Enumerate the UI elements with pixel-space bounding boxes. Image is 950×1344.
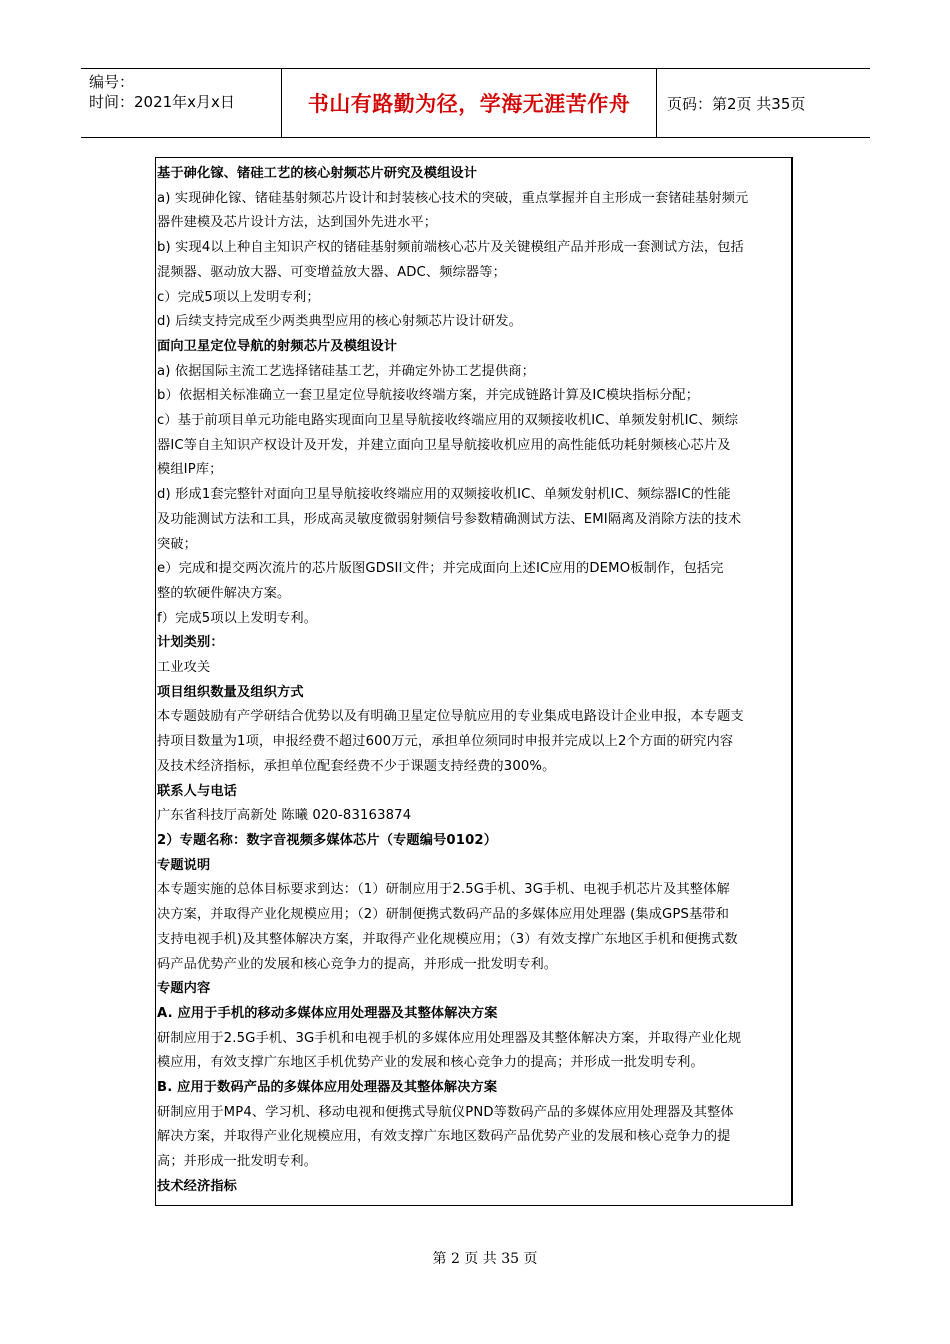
document-date: 时间：2021年x月x日 bbox=[89, 93, 235, 111]
section-heading: 2）专题名称：数字音视频多媒体芯片（专题编号0102） bbox=[157, 832, 498, 848]
body-text-line: 解决方案，并取得产业化规模应用，有效支撑广东地区数码产品优势产业的发展和核心竞争力的提 bbox=[157, 1129, 731, 1145]
section-heading: 专题内容 bbox=[157, 981, 211, 997]
page-header bbox=[81, 68, 870, 138]
section-heading: 基于砷化镓、锗硅工艺的核心射频芯片研究及模组设计 bbox=[157, 166, 478, 181]
body-text-line: 整的软硬件解决方案。 bbox=[157, 585, 291, 601]
body-text-line: 持项目数量为1项，申报经费不超过600万元，承担单位须同时申报并完成以上2个方面的研究内容 bbox=[157, 734, 734, 750]
body-text-line: a) 依据国际主流工艺选择锗硅基工艺，并确定外协工艺提供商； bbox=[157, 363, 535, 379]
body-text-line: 高；并形成一批发明专利。 bbox=[157, 1154, 318, 1170]
body-text-line: 支持电视手机)及其整体解决方案，并取得产业化规模应用；（3）有效支撑广东地区手机和便携式数 bbox=[157, 931, 738, 947]
body-text-line: f）完成5项以上发明专利。 bbox=[157, 610, 318, 626]
section-heading: 专题说明 bbox=[157, 857, 211, 873]
content-box bbox=[155, 157, 793, 1206]
header-left-cell bbox=[81, 69, 282, 137]
body-text-line: e）完成和提交两次流片的芯片版图GDSII文件；并完成面向上述IC应用的DEMO板制作，包括完 bbox=[157, 561, 724, 577]
body-text-line: 器件建模及芯片设计方法，达到国外先进水平； bbox=[157, 215, 438, 231]
section-heading: B. 应用于数码产品的多媒体应用处理器及其整体解决方案 bbox=[157, 1080, 498, 1096]
body-text-line: b) 实现4以上种自主知识产权的锗硅基射频前端核心芯片及关键模组产品并形成一套测试方法，包括 bbox=[157, 240, 744, 256]
page-footer: 第 2 页 共 35 页 bbox=[432, 1251, 538, 1267]
body-text-line: 模应用，有效支撑广东地区手机优势产业的发展和核心竞争力的提高；并形成一批发明专利。 bbox=[157, 1055, 704, 1071]
body-text-line: 器IC等自主知识产权设计及开发，并建立面向卫星导航接收机应用的高性能低功耗射频核心芯片及 bbox=[157, 437, 731, 453]
header-motto: 书山有路勤为径，学海无涯苦作舟 bbox=[282, 69, 657, 137]
body-text-line: c）完成5项以上发明专利； bbox=[157, 289, 320, 305]
section-heading: 联系人与电话 bbox=[157, 783, 238, 799]
body-text-line: 决方案，并取得产业化规模应用；（2）研制便携式数码产品的多媒体应用处理器 (集成GPS基带和 bbox=[157, 907, 730, 923]
body-text-line: d) 形成1套完整针对面向卫星导航接收终端应用的双频接收机IC、单频发射机IC、频综器IC的性能 bbox=[157, 487, 731, 503]
body-text-line: 及功能测试方法和工具，形成高灵敏度微弱射频信号参数精确测试方法、EMI隔离及消除方法的技术 bbox=[157, 511, 742, 527]
body-text-line: b）依据相关标准确立一套卫星定位导航接收终端方案，并完成链路计算及IC模块指标分配； bbox=[157, 388, 700, 404]
body-text-line: 研制应用于MP4、学习机、移动电视和便携式导航仪PND等数码产品的多媒体应用处理器及其整体 bbox=[157, 1104, 734, 1120]
body-text-line: 研制应用于2.5G手机、3G手机和电视手机的多媒体应用处理器及其整体解决方案，并取得产业化规 bbox=[157, 1030, 742, 1046]
body-text-line: 本专题鼓励有产学研结合优势以及有明确卫星定位导航应用的专业集成电路设计企业申报，本专题支 bbox=[157, 709, 744, 725]
section-heading: A. 应用于手机的移动多媒体应用处理器及其整体解决方案 bbox=[157, 1005, 498, 1021]
header-page-info: 页码：第2页 共35页 bbox=[667, 94, 806, 113]
body-text-line: 工业攻关 bbox=[157, 660, 211, 676]
body-text-line: d) 后续支持完成至少两类典型应用的核心射频芯片设计研发。 bbox=[157, 314, 522, 330]
body-text-line: 本专题实施的总体目标要求到达：（1）研制应用于2.5G手机、3G手机、电视手机芯片及其整体解 bbox=[157, 882, 730, 898]
body-text-line: 广东省科技厅高新处 陈曦 020-83163874 bbox=[157, 808, 412, 824]
body-text-line: 及技术经济指标，承担单位配套经费不少于课题支持经费的300%。 bbox=[157, 758, 556, 774]
document-number-label: 编号： bbox=[89, 73, 135, 91]
section-heading: 面向卫星定位导航的射频芯片及模组设计 bbox=[157, 338, 398, 354]
section-heading: 计划类别： bbox=[157, 635, 224, 651]
body-text-line: 混频器、驱动放大器、可变增益放大器、ADC、频综器等； bbox=[157, 264, 506, 280]
body-text-line: 模组IP库； bbox=[157, 462, 223, 478]
section-heading: 项目组织数量及组织方式 bbox=[157, 684, 304, 700]
body-text-line: a) 实现砷化镓、锗硅基射频芯片设计和封装核心技术的突破，重点掌握并自主形成一套锗硅基射频元 bbox=[157, 190, 749, 206]
section-heading: 技术经济指标 bbox=[157, 1178, 238, 1194]
body-text-line: c）基于前项目单元功能电路实现面向卫星导航接收终端应用的双频接收机IC、单频发射机IC、频综 bbox=[157, 413, 739, 429]
body-text-line: 码产品优势产业的发展和核心竞争力的提高，并形成一批发明专利。 bbox=[157, 956, 558, 972]
body-text-line: 突破； bbox=[157, 536, 198, 552]
